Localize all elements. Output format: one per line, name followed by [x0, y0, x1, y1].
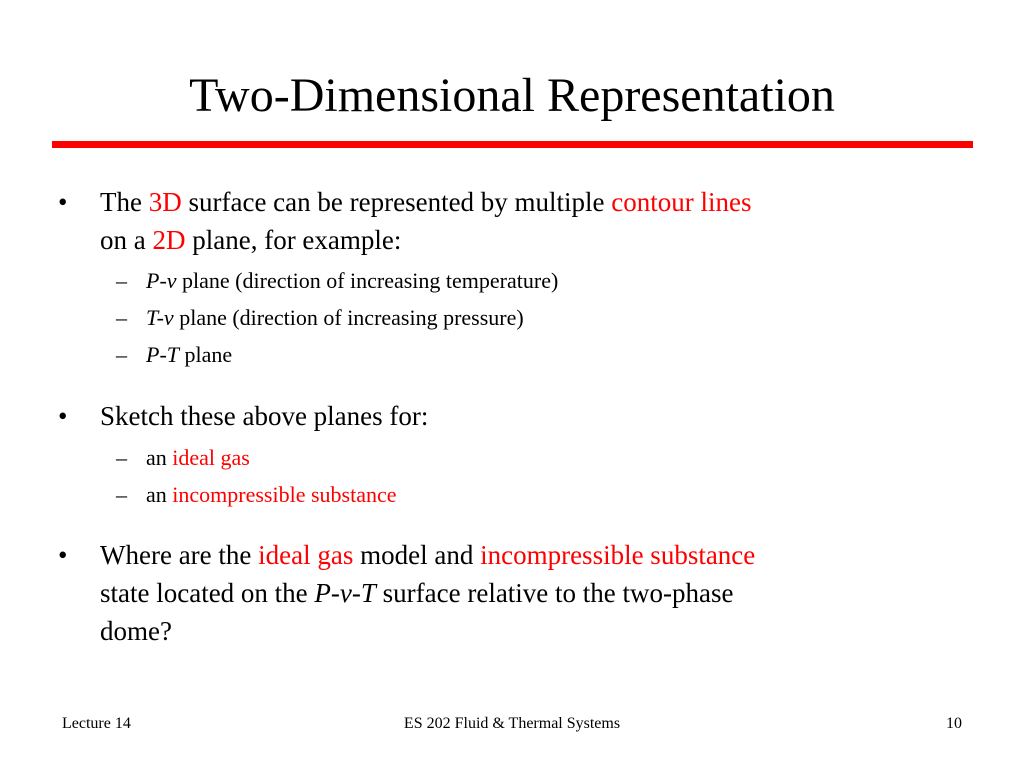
- footer-page-number: 10: [946, 715, 962, 732]
- sub-item-symbol: P-T: [146, 342, 179, 367]
- sub-item-tv-plane: – T-v plane (direction of increasing pressure): [116, 305, 524, 330]
- sub-marker: –: [116, 305, 127, 330]
- sub-marker: –: [116, 268, 127, 293]
- footer-lecture: Lecture 14: [62, 715, 131, 732]
- highlight-incompressible: incompressible substance: [480, 540, 756, 570]
- bullet-marker: •: [58, 401, 68, 431]
- sub-item-symbol: T-v: [146, 305, 174, 330]
- bullet-line: on a 2D plane, for example:: [100, 225, 402, 255]
- sub-marker: –: [116, 342, 127, 367]
- highlight-ideal-gas: ideal gas: [258, 540, 354, 570]
- sub-item-pv-plane: – P-v plane (direction of increasing temperature): [116, 268, 559, 293]
- pvt-symbol: P-v-T: [314, 578, 376, 608]
- bullet-question: [58, 536, 960, 650]
- highlight-incompressible: incompressible substance: [172, 482, 397, 507]
- bullet-marker: •: [58, 540, 68, 570]
- highlight-3d: 3D: [148, 187, 182, 217]
- slide-title: Two-Dimensional Representation: [189, 69, 835, 122]
- bullet-line: dome?: [100, 616, 172, 646]
- bullet-sketch: • Sketch these above planes for:: [100, 397, 960, 435]
- bullet-marker: •: [58, 187, 68, 217]
- bullet-line: state located on the P-v-T surface relative to the two-phase: [100, 578, 734, 608]
- footer-course: ES 202 Fluid & Thermal Systems: [403, 715, 621, 732]
- sub-marker: –: [116, 445, 127, 470]
- bullet-line: Where are the ideal gas model and incompressible substance: [100, 540, 756, 570]
- sub-item-pt-plane: – P-T plane: [116, 342, 233, 367]
- title-divider: [52, 141, 973, 148]
- bullet-contour-lines: [58, 183, 960, 259]
- bullet-line: The 3D surface can be represented by multiple contour lines: [100, 187, 752, 217]
- highlight-2d: 2D: [152, 225, 186, 255]
- sub-marker: –: [116, 482, 127, 507]
- sub-item-symbol: P-v: [146, 268, 177, 293]
- highlight-contour-lines: contour lines: [611, 187, 752, 217]
- sub-item-incompressible: – an incompressible substance: [116, 482, 397, 507]
- sub-item-ideal-gas: – an ideal gas: [116, 445, 250, 470]
- highlight-ideal-gas: ideal gas: [172, 445, 250, 470]
